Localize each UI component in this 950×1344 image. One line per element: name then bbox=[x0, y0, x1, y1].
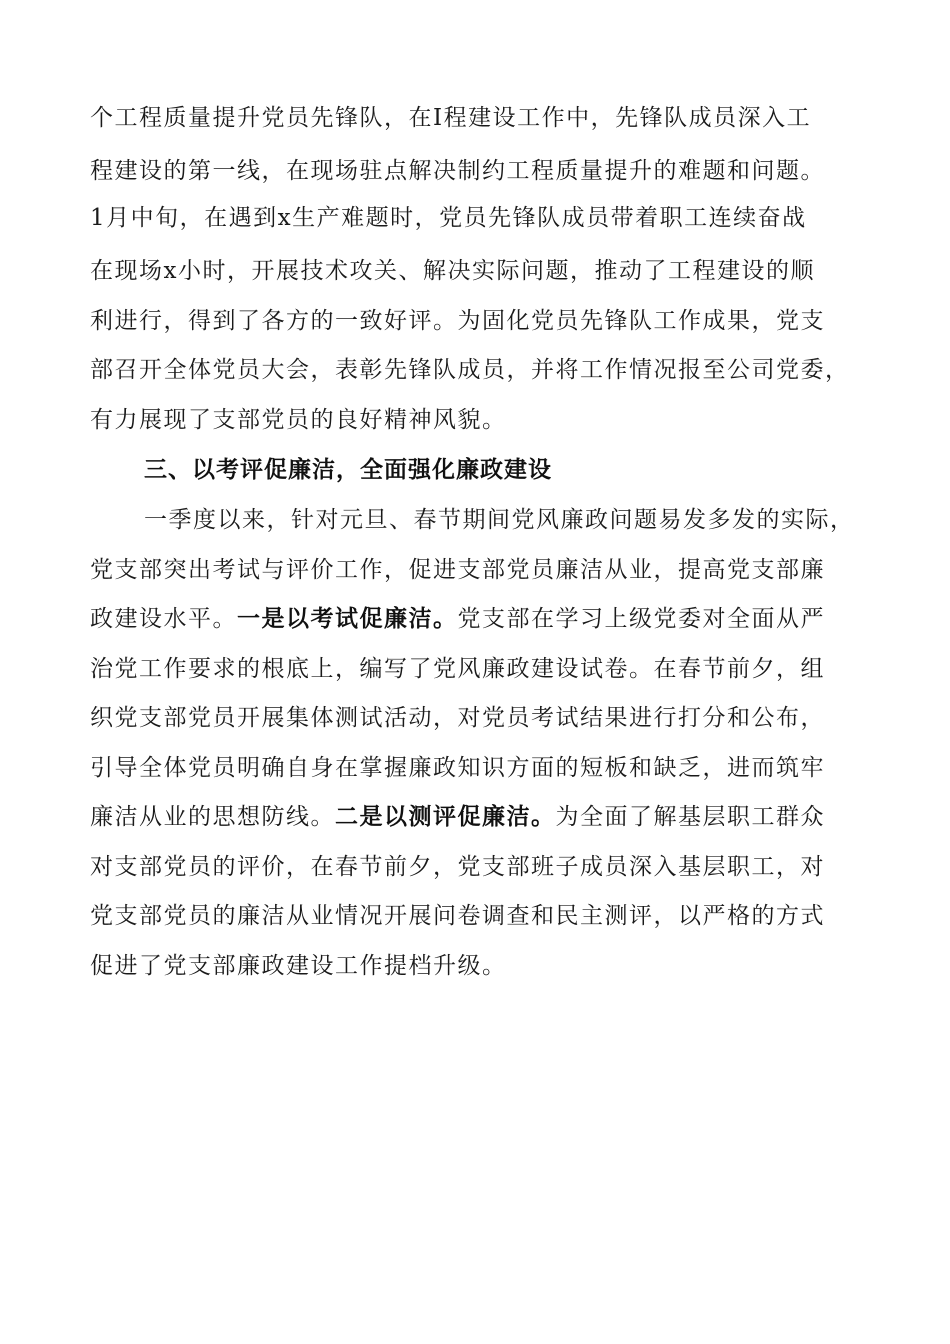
bold-lead-phrase: 二是以测评促廉洁。 bbox=[335, 803, 556, 830]
paragraph-line: 党支部党员的廉洁从业情况开展问卷调查和民主测评，以严格的方式 bbox=[90, 903, 825, 929]
paragraph-line: 党支部突出考试与评价工作，促进支部党员廉洁从业，提高党支部廉 bbox=[90, 557, 825, 583]
paragraph-line: 对支部党员的评价，在春节前夕，党支部班子成员深入基层职工，对 bbox=[90, 854, 825, 880]
paragraph-line bbox=[90, 604, 825, 634]
line-text: 廉洁从业的思想防线。 bbox=[90, 804, 335, 830]
paragraph-line: 利进行，得到了各方的一致好评。为固化党员先锋队工作成果，党支 bbox=[90, 308, 825, 334]
line-text: 党支部在学习上级党委对全面从严 bbox=[457, 606, 825, 632]
paragraph-line: 一季度以来，针对元旦、春节期间党风廉政问题易发多发的实际， bbox=[144, 507, 855, 533]
paragraph-line: 织党支部党员开展集体测试活动，对党员考试结果进行打分和公布， bbox=[90, 705, 825, 731]
paragraph-line: 程建设的第一线，在现场驻点解决制约工程质量提升的难题和问题。 bbox=[90, 158, 825, 184]
paragraph-line: 促进了党支部廉政建设工作提档升级。 bbox=[90, 953, 507, 979]
line-text: 为全面了解基层职工群众 bbox=[555, 804, 825, 830]
paragraph-line bbox=[90, 802, 825, 832]
section-heading: 三、以考评促廉洁，全面强化廉政建设 bbox=[144, 457, 552, 483]
paragraph-line: 部召开全体党员大会，表彰先锋队成员，并将工作情况报至公司党委， bbox=[90, 357, 850, 383]
paragraph-line: 在现场x小时，开展技术攻关、解决实际问题，推动了工程建设的顺 bbox=[90, 258, 815, 284]
paragraph-line: 个工程质量提升党员先锋队，在I程建设工作中，先锋队成员深入工 bbox=[90, 105, 812, 131]
paragraph-line: 1月中旬，在遇到x生产难题时，党员先锋队成员带着职工连续奋战 bbox=[90, 205, 807, 231]
bold-lead-phrase: 一是以考试促廉洁。 bbox=[237, 605, 458, 632]
paragraph-line: 有力展现了支部党员的良好精神风貌。 bbox=[90, 407, 507, 433]
paragraph-line: 引导全体党员明确自身在掌握廉政知识方面的短板和缺乏，进而筑牢 bbox=[90, 755, 825, 781]
paragraph-line: 治党工作要求的根底上，编写了党风廉政建设试卷。在春节前夕，组 bbox=[90, 656, 825, 682]
line-text: 政建设水平。 bbox=[90, 606, 237, 632]
